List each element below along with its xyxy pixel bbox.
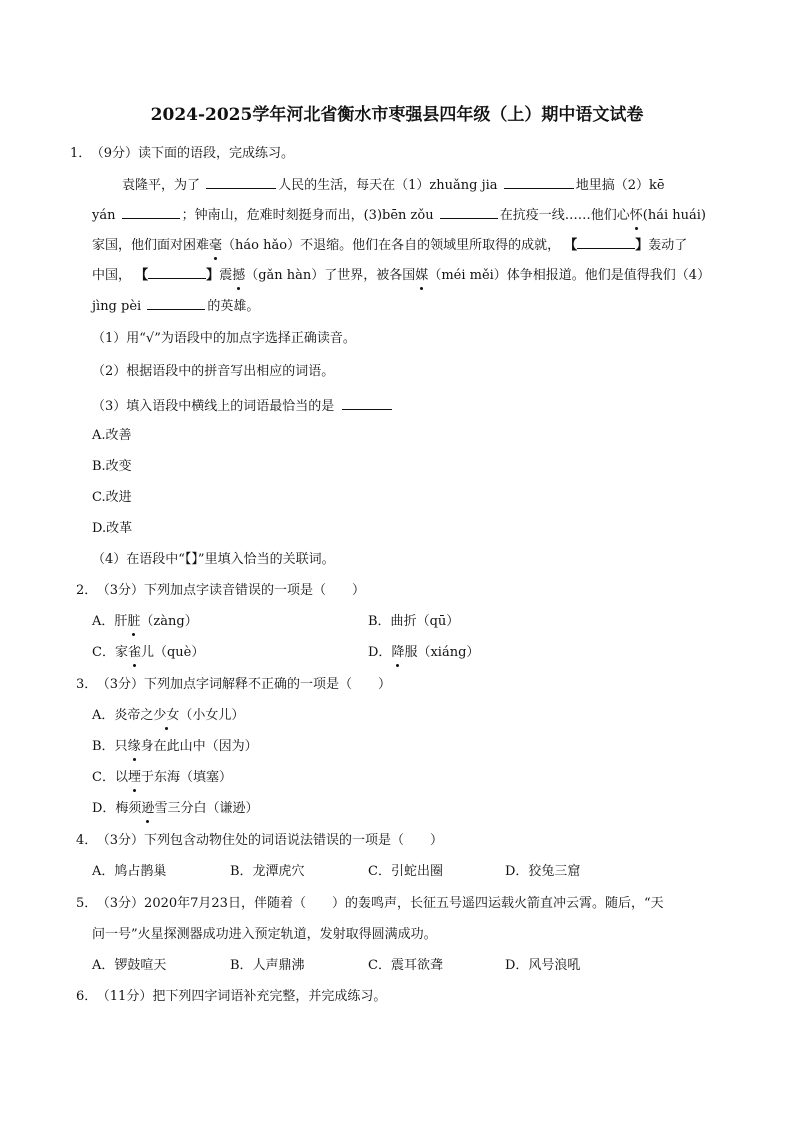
option-a[interactable]: A.改善 [92,428,132,443]
option-a[interactable] [92,613,198,631]
question-number: 1． [70,146,92,161]
dotted-character: 怀 [629,208,643,223]
answer-blank[interactable] [206,175,276,189]
option-text: 儿（què） [140,645,205,660]
option-c[interactable]: C.改进 [92,490,132,505]
option-d[interactable] [368,644,479,662]
question-number: 3． [76,677,98,692]
passage-line-5 [92,296,259,316]
dotted-character: 脏 [127,614,141,629]
bracket-open: 【 [564,238,578,253]
question-3-header [76,676,391,694]
question-4-header [76,832,443,850]
passage-text: 的英雄。 [207,299,260,314]
option-text: D． [368,645,392,660]
option-text: B．曲 [368,614,404,629]
option-text: A．肝 [92,614,128,629]
option-d[interactable]: D．风号浪吼 [505,958,581,973]
conjunction-blank[interactable] [577,235,635,249]
option-text: D．梅须 [92,801,142,816]
option-c[interactable]: C．震耳欲聋 [368,958,443,973]
option-text: 折（qū） [403,614,460,629]
sub-question-2: （2）根据语段中的拼音写出相应的词语。 [92,364,335,379]
bracket-close: 】 [206,268,220,283]
passage-text: （méi měi）体争相报道。他们是值得我们（4） [428,268,711,283]
option-b[interactable] [368,613,459,631]
question-prompt: （3分）2020年7月23日，伴随着（ ）的轰鸣声，长征五号遥四运载火箭直冲云霄。随后，“天 [103,896,664,911]
passage-line-4 [92,265,710,285]
passage-line-3 [92,235,687,255]
sub-question-4: （4）在语段中“【】”里填入恰当的关联词。 [92,552,335,567]
dotted-character: 雀 [127,645,141,660]
dotted-word: 少女 [153,708,180,723]
option-a[interactable]: A．锣鼓喧天 [92,958,167,973]
option-b[interactable]: B.改变 [92,459,132,474]
question-prompt: （3分）下列加点字读音错误的一项是（ ） [103,583,366,598]
answer-blank[interactable] [147,296,205,310]
passage-text: yán [92,208,116,223]
option-text: C．家 [92,645,128,660]
option-d[interactable]: D．狡兔三窟 [505,864,581,879]
dotted-character: 媒 [415,268,429,283]
question-1-header [70,145,294,163]
pinyin-choice: (hái huái) [642,208,706,223]
passage-text: 家国，他们面对困难 [92,238,210,253]
dotted-character: 缘 [127,739,141,754]
passage-line-2 [92,205,706,225]
passage-line-1 [122,175,665,195]
option-text: A．炎帝之 [92,708,154,723]
option-text: 身在此山中（因为） [140,739,258,754]
dotted-character: 堙 [127,770,141,785]
option-text: C．以 [92,770,128,785]
option-a[interactable] [92,707,244,725]
option-text: （zàng） [140,614,198,629]
question-number: 4． [76,833,98,848]
question-prompt: （3分）下列加点字词解释不正确的一项是（ ） [103,677,392,692]
option-text: 雪三分白（谦逊） [154,801,259,816]
answer-blank[interactable] [342,396,392,410]
answer-blank[interactable] [504,175,574,189]
dotted-character: 毫 [209,238,223,253]
dotted-character: 降 [391,645,405,660]
passage-text: 在抗疫一线……他们心 [499,208,630,223]
option-c[interactable]: C．引蛇出圈 [368,864,443,879]
option-text: 服（xiáng） [404,645,480,660]
dotted-character: 逊 [141,801,155,816]
page-title: 2024-2025学年河北省衡水市枣强县四年级（上）期中语文试卷 [150,105,644,125]
question-5-header [76,895,664,913]
passage-text: 震 [219,268,233,283]
conjunction-blank[interactable] [148,265,206,279]
answer-blank[interactable] [440,205,498,219]
passage-text: jìng pèi [92,299,142,314]
question-number: 5． [76,896,98,911]
passage-text: 轰动了 [648,238,688,253]
passage-text: ；钟南山，危难时刻挺身而出，(3)bēn zǒu [181,208,434,223]
dotted-character: 撼 [232,268,246,283]
passage-text: （háo hǎo）不退缩。他们在各自的领域里所取得的成就， [222,238,561,253]
option-c[interactable] [92,769,232,787]
bracket-close: 】 [635,238,649,253]
option-d[interactable]: D.改革 [92,521,133,536]
option-text: （小女儿） [179,708,245,723]
question-prompt: （11分）把下列四字词语补充完整，并完成练习。 [103,989,387,1004]
passage-text: 中国， [92,268,132,283]
option-d[interactable] [92,800,258,818]
option-b[interactable]: B．龙潭虎穴 [230,864,305,879]
passage-text: 人民的生活，每天在（1）zhuǎng jia [278,178,498,193]
answer-blank[interactable] [122,205,180,219]
option-a[interactable]: A．鸠占鹊巢 [92,864,167,879]
question-5-continued: 问一号”火星探测器成功进入预定轨道，发射取得圆满成功。 [92,927,437,942]
question-prompt: （3分）下列包含动物住处的词语说法错误的一项是（ ） [103,833,444,848]
question-number: 6． [76,989,98,1004]
option-text: 于东海（填塞） [140,770,232,785]
option-c[interactable] [92,644,204,662]
bracket-open: 【 [135,268,149,283]
question-6-header [76,988,386,1006]
option-b[interactable]: B．人声鼎沸 [230,958,305,973]
option-b[interactable] [92,738,258,756]
sub-question-text: （3）填入语段中横线上的词语最恰当的是 [92,399,335,414]
question-number: 2． [76,583,98,598]
passage-text: （gǎn hàn）了世界，被各国 [245,268,416,283]
sub-question-3 [92,396,392,416]
option-text: B．只 [92,739,128,754]
sub-question-1: （1）用“√”为语段中的加点字选择正确读音。 [92,331,356,346]
passage-text: 袁隆平，为了 [122,178,201,193]
question-2-header [76,582,365,600]
passage-text: 地里搞（2）kē [575,178,665,193]
question-prompt: （9分）读下面的语段，完成练习。 [97,146,295,161]
